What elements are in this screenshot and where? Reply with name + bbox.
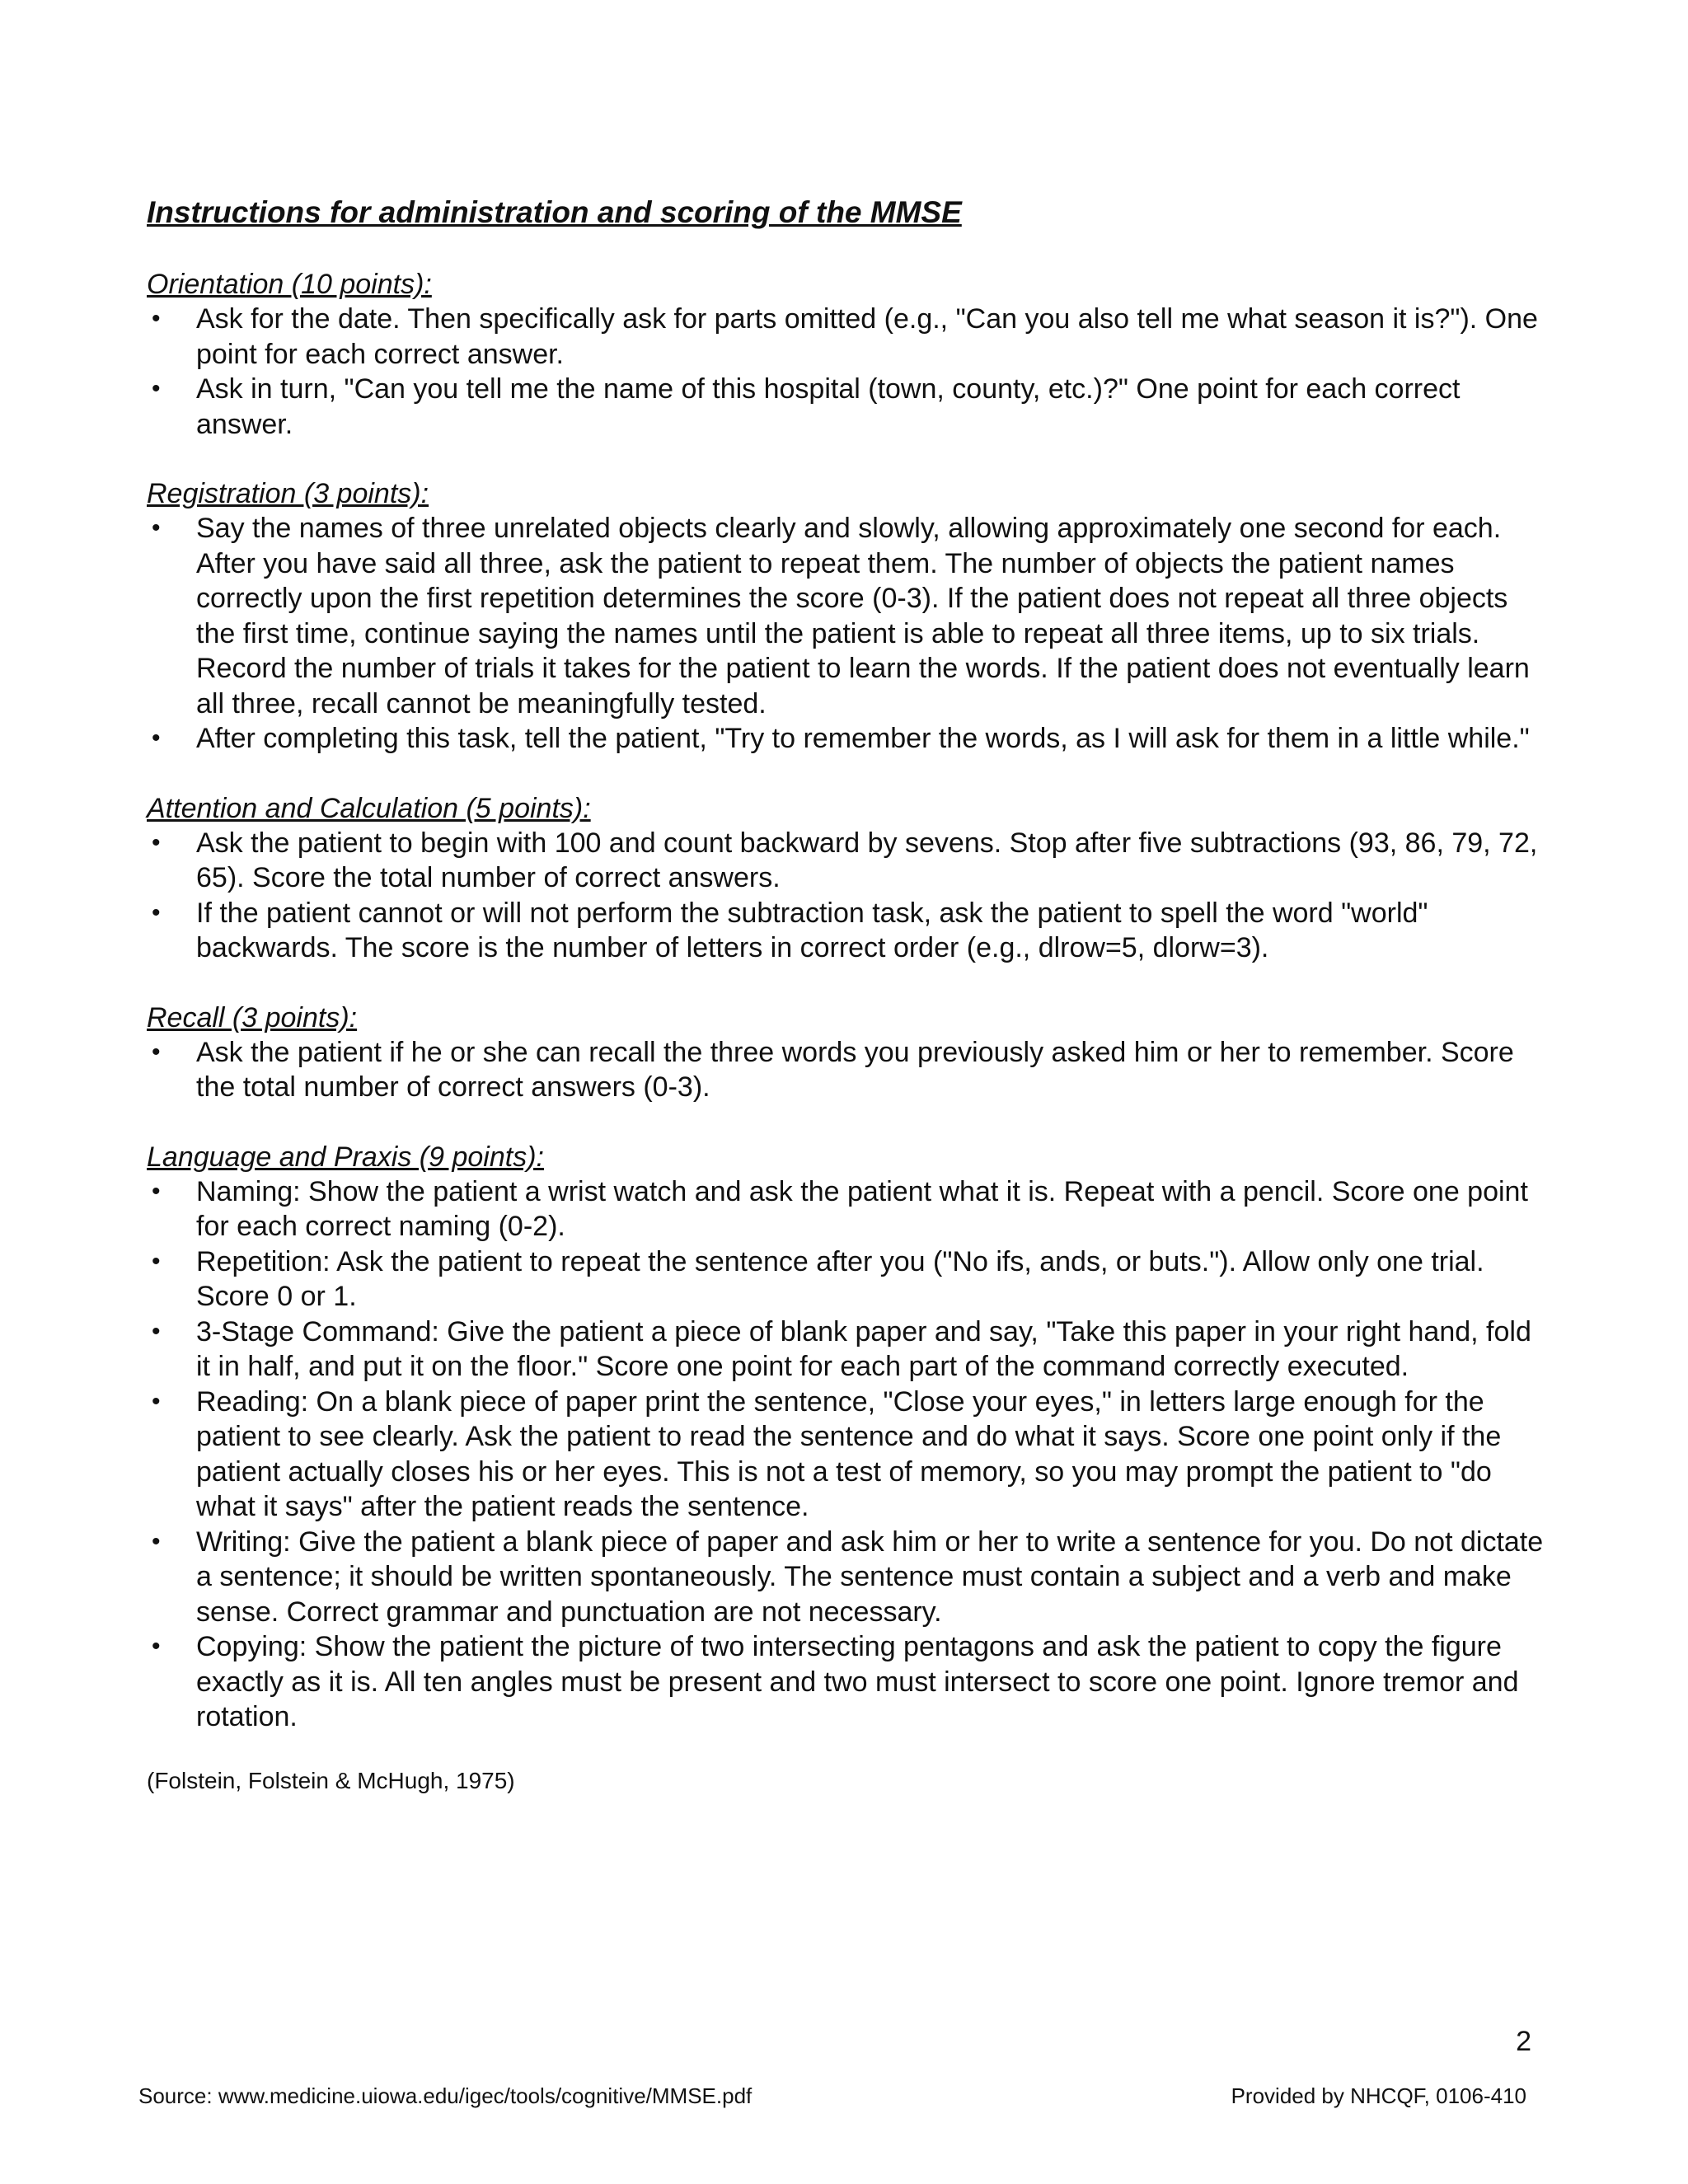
list-item-text: Copying: Show the patient the picture of two intersecting pentagons and ask the patient to copy the figure exactly as it is. All ten angles must be present and two must intersect to score one point. Ignore tremor and rotation. <box>196 1631 1519 1733</box>
list-item <box>147 1629 1548 1735</box>
footer-provided-by: Provided by NHCQF, 0106-410 <box>1231 2083 1526 2108</box>
list-item <box>147 302 1548 372</box>
footer-source: Source: www.medicine.uiowa.edu/igec/tools/cognitive/MMSE.pdf <box>138 2083 753 2108</box>
list-item-text: Reading: On a blank piece of paper print the sentence, "Close your eyes," in letters large enough for the patient to see clearly. Ask the patient to read the sentence and do what it says. Score one point only if the patient actually closes his or her eyes. This is not a test of memory, so you may prompt the patient to "do what it says" after the patient reads the sentence. <box>196 1385 1502 1523</box>
list-item <box>147 1315 1548 1385</box>
bullet-icon: • <box>152 305 161 333</box>
bullet-icon: • <box>152 1038 161 1066</box>
list-item <box>147 1244 1548 1315</box>
bullet-icon: • <box>152 1527 161 1555</box>
list-item-text: Naming: Show the patient a wrist watch and ask the patient what it is. Repeat with a pencil. Score one point for each correct naming (0-2). <box>196 1175 1528 1243</box>
section-heading: Attention and Calculation (5 points): <box>147 792 591 824</box>
section-heading: Language and Praxis (9 points): <box>147 1141 544 1173</box>
bullet-icon: • <box>152 1317 161 1345</box>
list-item <box>147 1385 1548 1525</box>
list-item <box>147 721 1548 757</box>
list-item <box>147 826 1548 896</box>
bullet-icon: • <box>152 1387 161 1415</box>
document-page <box>147 194 1548 1819</box>
list-item <box>147 1035 1548 1105</box>
page-number: 2 <box>1516 2026 1531 2057</box>
list-item-text: Ask the patient if he or she can recall the three words you previously asked him or her to remember. Score the total number of correct answers (0-3). <box>196 1036 1514 1104</box>
bullet-list <box>147 302 1548 442</box>
section-heading: Orientation (10 points): <box>147 269 432 301</box>
citation: (Folstein, Folstein & McHugh, 1975) <box>147 1767 515 1793</box>
bullet-icon: • <box>152 724 161 752</box>
section-heading: Registration (3 points): <box>147 478 429 510</box>
bullet-icon: • <box>152 514 161 542</box>
bullet-list <box>147 1174 1548 1735</box>
section-attention-calculation <box>147 791 1548 966</box>
list-item <box>147 511 1548 721</box>
bullet-list <box>147 1035 1548 1105</box>
bullet-icon: • <box>152 375 161 403</box>
bullet-list <box>147 511 1548 757</box>
list-item-text: 3-Stage Command: Give the patient a piece of blank paper and say, "Take this paper in your right hand, fold it in half, and put it on the floor." Score one point for each part of the command correctly executed. <box>196 1315 1531 1383</box>
section-heading: Recall (3 points): <box>147 1001 358 1033</box>
bullet-icon: • <box>152 1177 161 1205</box>
list-item-text: Ask the patient to begin with 100 and count backward by sevens. Stop after five subtractions (93, 86, 79, 72, 65). Score the total number of correct answers. <box>196 827 1538 894</box>
section-orientation <box>147 267 1548 442</box>
bullet-list <box>147 826 1548 966</box>
bullet-icon: • <box>152 1633 161 1661</box>
bullet-icon: • <box>152 1247 161 1275</box>
list-item-text: Repetition: Ask the patient to repeat the sentence after you ("No ifs, ands, or buts."). Allow only one trial. Score 0 or 1. <box>196 1245 1484 1313</box>
document-title: Instructions for administration and scoring of the MMSE <box>147 195 962 229</box>
bullet-icon: • <box>152 898 161 926</box>
section-language-praxis <box>147 1140 1548 1735</box>
list-item-text: After completing this task, tell the patient, "Try to remember the words, as I will ask for them in a little while." <box>196 723 1530 755</box>
list-item-text: If the patient cannot or will not perform the subtraction task, ask the patient to spell the word "world" backwards. The score is the number of letters in correct order (e.g., dlrow=5, dlorw=3). <box>196 897 1428 964</box>
list-item-text: Ask in turn, "Can you tell me the name of this hospital (town, county, etc.)?" One point for each correct answer. <box>196 373 1461 440</box>
list-item <box>147 896 1548 966</box>
section-recall <box>147 1001 1548 1105</box>
list-item <box>147 1525 1548 1630</box>
list-item <box>147 1174 1548 1244</box>
section-registration <box>147 476 1548 757</box>
list-item-text: Ask for the date. Then specifically ask for parts omitted (e.g., "Can you also tell me what season it is?"). One point for each correct answer. <box>196 303 1538 370</box>
list-item-text: Say the names of three unrelated objects clearly and slowly, allowing approximately one second for each. After you have said all three, ask the patient to repeat them. The number of objects the patient names correctly upon the first repetition determines the score (0-3). If the patient does not repeat all three objects the first time, continue saying the names until the patient is able to repeat all three items, up to six trials. Record the number of trials it takes for the patient to learn the words. If the patient does not eventually learn all three, recall cannot be meaningfully tested. <box>196 513 1530 719</box>
list-item <box>147 372 1548 442</box>
list-item-text: Writing: Give the patient a blank piece of paper and ask him or her to write a sentence for you. Do not dictate a sentence; it should be written spontaneously. The sentence must contain a subject and a verb and make sense. Correct grammar and punctuation are not necessary. <box>196 1526 1544 1628</box>
bullet-icon: • <box>152 828 161 856</box>
